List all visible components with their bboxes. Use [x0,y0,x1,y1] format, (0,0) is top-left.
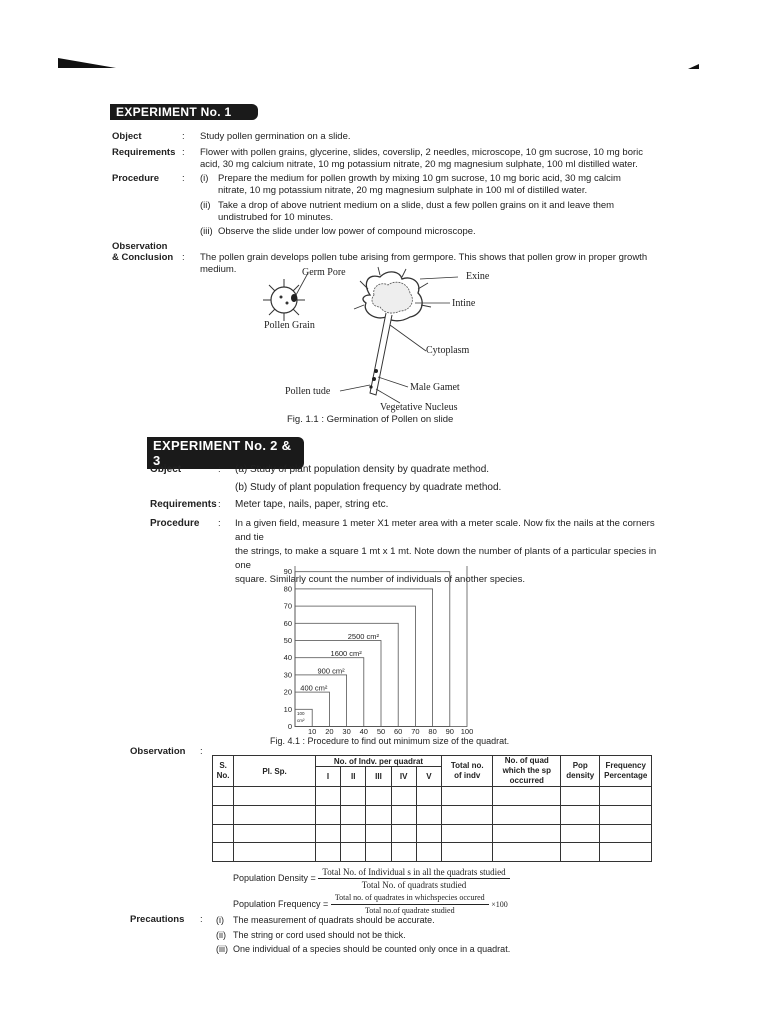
cytoplasm-pointer [390,325,426,351]
frequency-label: Population Frequency = [233,898,329,909]
area-label: 100 [297,710,305,716]
y-tick-label: 40 [283,653,292,663]
step-number: (ii) [200,200,211,211]
experiment-1-header: EXPERIMENT No. 1 [110,104,258,120]
table-row [213,805,652,824]
observation-label: Observation [130,746,186,757]
x-tick-label: 50 [376,727,386,736]
y-tick-label: 80 [283,584,292,594]
colon: : [218,464,221,475]
quadrat-col-header: IV [391,767,416,787]
area-unit-label: cm² [297,717,305,723]
density-label: Population Density = [233,872,316,883]
pollen-grain-label: Pollen Grain [264,320,315,331]
germinating-pollen-drawing [354,267,431,395]
colon: : [182,131,185,142]
intine-label: Intine [452,298,476,309]
precaution-number: (ii) [216,930,226,940]
precaution-text: The measurement of quadrats should be accurate. [233,915,435,925]
colon: : [182,147,185,158]
plant-species-header: Pl. Sp. [234,756,316,787]
density-denominator: Total No. of quadrats studied [361,880,467,890]
observation-line: The pollen grain develops pollen tube arising from germpore. This shows that pollen grow in proper growth [200,252,648,263]
x-tick-label: 100 [460,727,474,736]
pollen-tube-label: Pollen tude [285,386,331,397]
frequency-header [600,756,652,787]
procedure-line: square. Similarly count the number of individuals of another species. [235,574,526,585]
total-header [442,756,493,787]
frequency-denominator: Total no.of quadrate studied [364,906,455,915]
corner-mark-right [688,62,700,70]
precautions-label: Precautions [130,914,185,925]
quadrat-diagram [270,566,520,741]
quadrat-square [295,606,415,726]
area-label: 900 cm² [317,666,345,676]
precaution-number: (iii) [216,944,228,954]
x-tick-label: 40 [359,727,368,736]
table-row [213,843,652,862]
object-text: Study pollen germination on a slide. [200,131,351,142]
quad-header-line: which the sp [502,766,552,775]
x-tick-label: 20 [325,727,334,736]
exine-pointer [420,277,458,279]
y-tick-label: 90 [283,567,292,577]
step-number: (i) [200,173,209,184]
density-fraction [318,866,509,891]
precaution-text: The string or cord used should not be thick. [233,930,406,940]
requirements-label: Requirements [112,147,176,158]
cytoplasm-label: Cytoplasm [426,345,470,356]
y-tick-label: 70 [283,601,292,611]
pollen-germination-figure [250,265,530,425]
procedure-line: the strings, to make a square 1 mt x 1 mt. Note down the number of plants of a particular species in one [235,546,657,571]
population-density-formula [233,866,510,891]
requirements-label: Requirements [150,499,217,510]
requirements-text: Meter tape, nails, paper, string etc. [235,499,389,510]
frequency-numerator: Total no. of quadrates in whichspecies occured [331,892,489,905]
total-header-line: of indv [454,771,481,780]
colon: : [200,914,203,925]
pop-header-line: density [566,771,595,780]
area-label: 2500 cm² [347,632,379,641]
area-label: 400 cm² [300,683,328,693]
quad-header-line: No. of quad [504,756,549,765]
y-tick-label: 30 [283,670,292,680]
total-header-line: Total no. [450,761,484,770]
density-numerator: Total No. of Individual s in all the quadrats studied [318,866,509,879]
quad-header-line: occurred [509,776,544,785]
experiment-2-header: EXPERIMENT No. 2 & 3 [147,437,304,469]
vegetative-nucleus-pointer [376,389,400,403]
object-b-text: (b) Study of plant population frequency by quadrate method. [235,482,502,493]
pollen-tube-pointer [340,385,370,391]
male-gamet-pointer [378,377,408,387]
y-tick-label: 20 [283,687,292,697]
y-tick-label: 10 [283,704,292,714]
x-tick-label: 80 [428,727,437,736]
freq-header-line: Percentage [604,771,648,780]
x-tick-label: 30 [342,727,351,736]
observation-table [212,755,652,862]
table-row [213,787,652,806]
vegetative-nucleus-label: Vegetative Nucleus [380,402,458,413]
requirements-text [200,147,660,171]
pop-density-header [561,756,600,787]
pollen-grain-drawing [263,279,305,321]
precaution-number: (i) [216,915,224,925]
germ-pore-label: Germ Pore [302,267,346,278]
procedure-label: Procedure [150,518,200,529]
quadrat-col-header: I [315,767,340,787]
area-label: 1600 cm² [330,649,362,659]
step-text [218,200,658,224]
y-tick-label: 60 [283,618,292,628]
step-text: Observe the slide under low power of compound microscope. [218,226,476,237]
procedure-label: Procedure [112,173,159,184]
observation-line: medium. [200,264,237,275]
observation-label-line: Observation [112,241,168,252]
requirements-line: acid, 30 mg calcium nitrate, 10 mg potassium nitrate, 20 mg magnesium sulphate, 100 ml distilled water. [200,159,638,170]
sno-header [213,756,234,787]
quadrat-col-header: V [416,767,441,787]
sno-header-line: S. [219,761,227,770]
object-label: Object [150,464,182,475]
pop-header-line: Pop [572,761,588,770]
procedure-line: In a given field, measure 1 meter X1 meter area with a meter scale. Now fix the nails at the corners and tie [235,518,655,543]
x-tick-label: 90 [445,727,454,736]
object-label: Object [112,131,142,142]
colon: : [218,499,221,510]
sno-header-line: No. [216,771,230,780]
figure-4-caption: Fig. 4.1 : Procedure to find out minimum size of the quadrat. [270,736,510,746]
colon: : [182,252,185,263]
step-text [218,173,658,197]
male-gamet-label: Male Gamet [410,382,460,393]
table-row [213,824,652,843]
precaution-text: One individual of a species should be counted only once in a quadrat. [233,944,511,954]
requirements-line: Flower with pollen grains, glycerine, slides, coverslip, 2 needles, microscope, 10 gm sucrose, 10 mg boric [200,147,644,158]
step-line: Prepare the medium for pollen growth by mixing 10 gm sucrose, 10 mg boric acid, 30 mg calcim [218,173,621,184]
colon: : [200,746,203,757]
object-a-text: (a) Study of plant population density by quadrate method. [235,464,490,475]
x-tick-label: 10 [308,727,317,736]
colon: : [182,173,185,184]
quadrat-header: No. of Indv. per quadrat [315,756,441,767]
x-tick-label: 60 [394,727,403,736]
corner-mark-left [58,56,118,70]
x-tick-label: 70 [411,727,420,736]
step-line: nitrate, 10 mg potassium nitrate, 20 mg magnesium sulphate in 100 ml of distilled water. [218,185,588,196]
exine-label: Exine [466,271,490,282]
colon: : [218,518,221,529]
step-number: (iii) [200,226,213,237]
quadrat-square [295,572,450,727]
freq-header-line: Frequency [605,761,646,770]
y-tick-label: 50 [283,636,292,645]
quad-occurred-header [493,756,561,787]
figure-1-caption: Fig. 1.1 : Germination of Pollen on slide [287,414,454,425]
step-line: Take a drop of above nutrient medium on a slide, dust a few pollen grains on it and leave them [218,200,615,211]
frequency-multiplier: ×100 [491,899,508,909]
step-line: undistrubed for 10 minutes. [218,212,334,223]
quadrat-col-header: II [341,767,366,787]
y-tick-label: 0 [287,722,292,731]
observation-label [112,241,173,263]
observation-label-line: & Conclusion [112,252,174,263]
quadrat-col-header: III [366,767,391,787]
